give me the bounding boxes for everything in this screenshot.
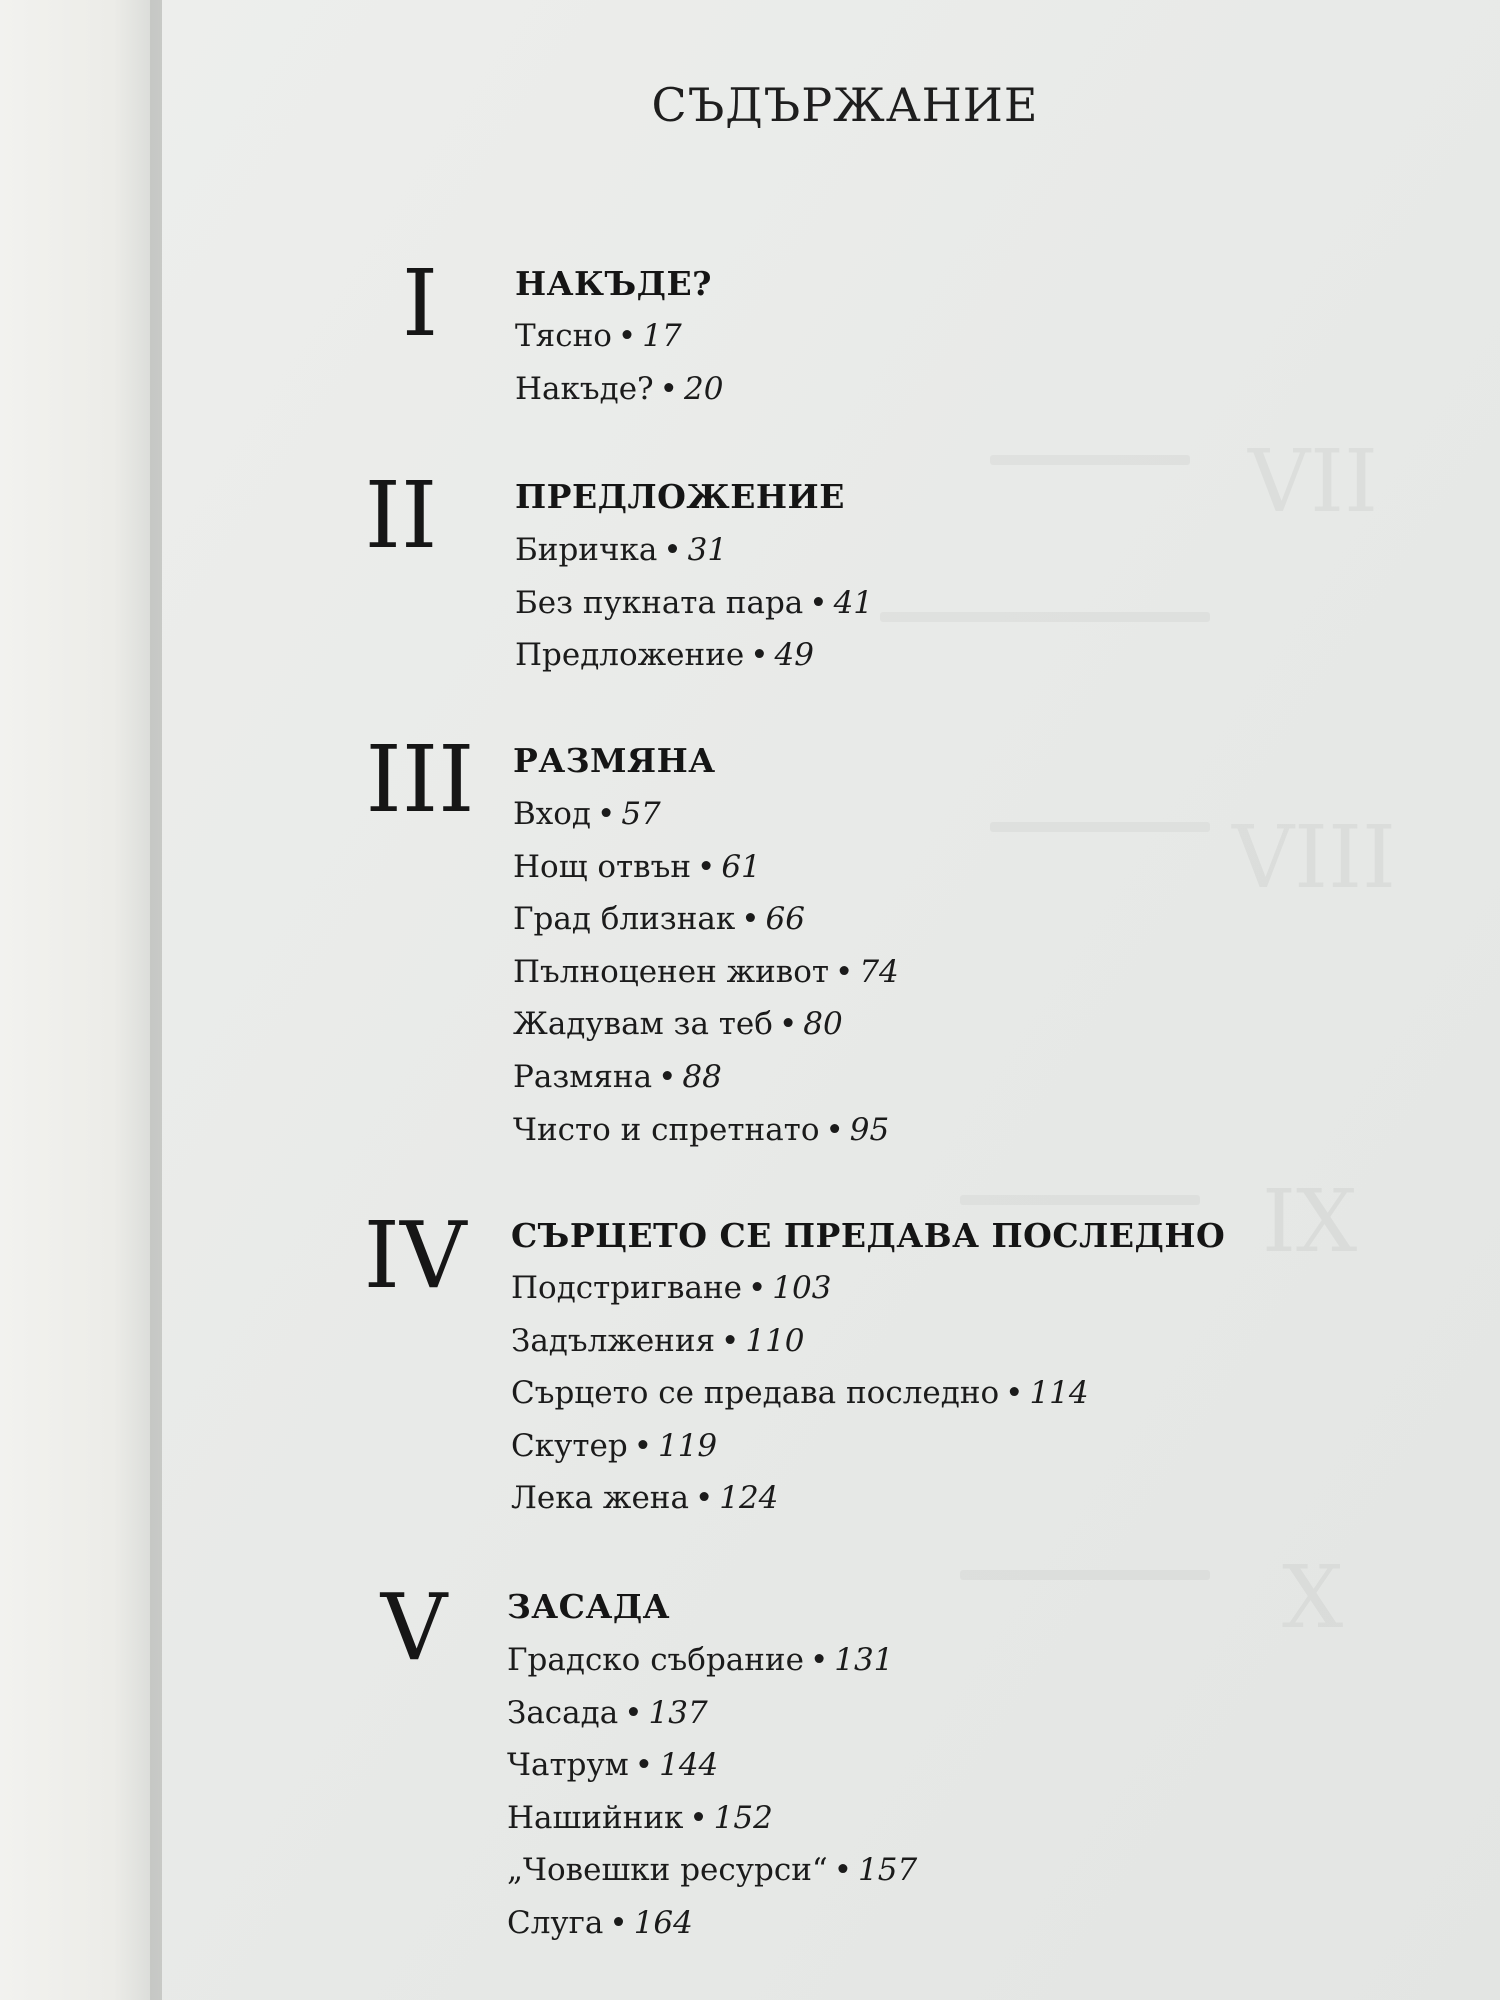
- entry-page-number: 152: [713, 1799, 773, 1836]
- entry-separator: •: [778, 1006, 798, 1043]
- toc-entry: [511, 1428, 1089, 1481]
- entry-separator: •: [663, 532, 682, 568]
- part-title: НАКЪДЕ?: [515, 264, 712, 303]
- entry-separator: •: [659, 370, 678, 407]
- entry-page-number: 41: [833, 584, 874, 621]
- entry-page-number: 88: [682, 1058, 722, 1095]
- toc-entry: [513, 796, 899, 849]
- toc-entry: [511, 1480, 1089, 1533]
- entry-separator: •: [833, 1852, 852, 1889]
- entry-title: Вход: [513, 796, 592, 832]
- entry-title: Чатрум: [507, 1747, 629, 1784]
- entry-page-number: 164: [633, 1904, 693, 1941]
- toc-entry: [513, 954, 899, 1007]
- entry-page-number: 17: [642, 318, 682, 354]
- part-title: СЪРЦЕТО СЕ ПРЕДАВА ПОСЛЕДНО: [511, 1216, 1226, 1255]
- entry-list: [511, 1270, 1089, 1533]
- entry-title: Лека жена: [511, 1480, 689, 1517]
- toc-entry: [507, 1642, 917, 1695]
- entry-title: „Човешки ресурси“: [507, 1852, 828, 1889]
- toc-entry: [507, 1695, 917, 1748]
- part-numeral: IV: [363, 1202, 467, 1309]
- entry-page-number: 157: [858, 1852, 918, 1889]
- entry-title: Размяна: [513, 1058, 653, 1095]
- toc-entry: [513, 1059, 899, 1112]
- entry-page-number: 66: [765, 901, 805, 938]
- toc-entry: [507, 1747, 917, 1800]
- bleed-through-line: [960, 1570, 1210, 1580]
- toc-entry: [507, 1852, 917, 1905]
- bleed-through-numeral: VII: [1248, 432, 1379, 532]
- toc-entry: [515, 318, 723, 371]
- entry-title: Предложение: [515, 637, 745, 674]
- entry-page-number: 31: [687, 532, 728, 568]
- entry-page-number: 144: [659, 1747, 719, 1784]
- bleed-through-line: [880, 612, 1210, 622]
- toc-entry: [515, 371, 723, 424]
- toc-entry: [511, 1375, 1089, 1428]
- entry-page-number: 74: [859, 953, 899, 990]
- toc-entry: [515, 585, 873, 638]
- entry-separator: •: [694, 1480, 714, 1517]
- entry-title: Нощ отвън: [513, 848, 692, 885]
- toc-entry: [511, 1270, 1089, 1323]
- part-numeral: II: [364, 462, 438, 569]
- part-title: РАЗМЯНА: [513, 741, 716, 780]
- entry-page-number: 103: [772, 1270, 832, 1306]
- entry-separator: •: [721, 1322, 740, 1359]
- part-numeral: V: [380, 1574, 448, 1681]
- entry-title: Биричка: [515, 532, 658, 568]
- entry-page-number: 20: [683, 370, 724, 407]
- entry-title: Нашийник: [507, 1799, 684, 1836]
- entry-page-number: 95: [849, 1111, 890, 1148]
- toc-entry: [515, 637, 873, 690]
- entry-list: [507, 1642, 917, 1958]
- bleed-through-numeral: VIII: [1232, 808, 1397, 908]
- bleed-through-line: [990, 455, 1190, 465]
- part-title: ПРЕДЛОЖЕНИЕ: [515, 477, 845, 516]
- entry-page-number: 49: [774, 637, 814, 674]
- entry-separator: •: [597, 796, 616, 832]
- part-numeral: I: [401, 250, 439, 357]
- toc-entry: [507, 1800, 917, 1853]
- entry-separator: •: [617, 318, 637, 354]
- entry-separator: •: [634, 1747, 654, 1784]
- bleed-through-numeral: X: [1282, 1548, 1344, 1648]
- entry-title: Скутер: [511, 1427, 628, 1464]
- entry-page-number: 61: [721, 848, 761, 885]
- bleed-through-line: [960, 1195, 1200, 1205]
- entry-title: Сърцето се предава последно: [511, 1375, 1000, 1412]
- entry-page-number: 80: [803, 1006, 843, 1043]
- entry-page-number: 124: [719, 1480, 779, 1517]
- entry-title: Жадувам за теб: [513, 1006, 773, 1043]
- entry-page-number: 114: [1029, 1375, 1089, 1412]
- entry-separator: •: [1005, 1375, 1024, 1412]
- entry-separator: •: [750, 637, 769, 674]
- page-title: [0, 78, 1500, 132]
- toc-entry: [507, 1905, 917, 1958]
- entry-separator: •: [609, 1904, 628, 1941]
- part-title: ЗАСАДА: [507, 1587, 671, 1626]
- entry-separator: •: [633, 1427, 652, 1464]
- entry-title: Подстригване: [511, 1270, 742, 1306]
- entry-separator: •: [658, 1058, 677, 1095]
- entry-title: Градско събрание: [507, 1642, 804, 1678]
- toc-entry: [515, 532, 873, 585]
- entry-title: Засада: [507, 1694, 619, 1731]
- entry-title: Без пукната пара: [515, 584, 804, 621]
- entry-title: Слуга: [507, 1904, 604, 1941]
- toc-entry: [513, 849, 899, 902]
- entry-page-number: 137: [648, 1694, 708, 1731]
- entry-page-number: 131: [834, 1642, 894, 1678]
- entry-list: [513, 796, 899, 1164]
- bleed-through-numeral: IX: [1262, 1172, 1358, 1272]
- entry-list: [515, 318, 723, 423]
- entry-separator: •: [697, 848, 716, 885]
- entry-separator: •: [835, 953, 854, 990]
- entry-title: Накъде?: [515, 370, 654, 407]
- entry-separator: •: [748, 1270, 767, 1306]
- part-numeral: III: [365, 726, 475, 833]
- entry-separator: •: [689, 1799, 708, 1836]
- entry-title: Задължения: [511, 1322, 716, 1359]
- entry-page-number: 57: [621, 796, 661, 832]
- toc-entry: [513, 901, 899, 954]
- entry-title: Пълноценен живот: [513, 953, 830, 990]
- entry-separator: •: [809, 1642, 829, 1678]
- entry-page-number: 110: [745, 1322, 805, 1359]
- toc-entry: [513, 1006, 899, 1059]
- entry-separator: •: [809, 584, 828, 621]
- toc-entry: [513, 1112, 899, 1165]
- entry-title: Град близнак: [513, 901, 736, 938]
- entry-title: Чисто и спретнато: [513, 1111, 820, 1148]
- entry-title: Тясно: [515, 318, 612, 354]
- page-title-text: СЪДЪРЖАНИЕ: [651, 78, 1039, 132]
- entry-separator: •: [825, 1111, 844, 1148]
- entry-list: [515, 532, 873, 690]
- entry-separator: •: [741, 901, 760, 938]
- toc-entry: [511, 1323, 1089, 1376]
- entry-page-number: 119: [657, 1427, 718, 1464]
- previous-page-edge: [0, 0, 162, 2000]
- entry-separator: •: [624, 1694, 643, 1731]
- bleed-through-line: [990, 822, 1210, 832]
